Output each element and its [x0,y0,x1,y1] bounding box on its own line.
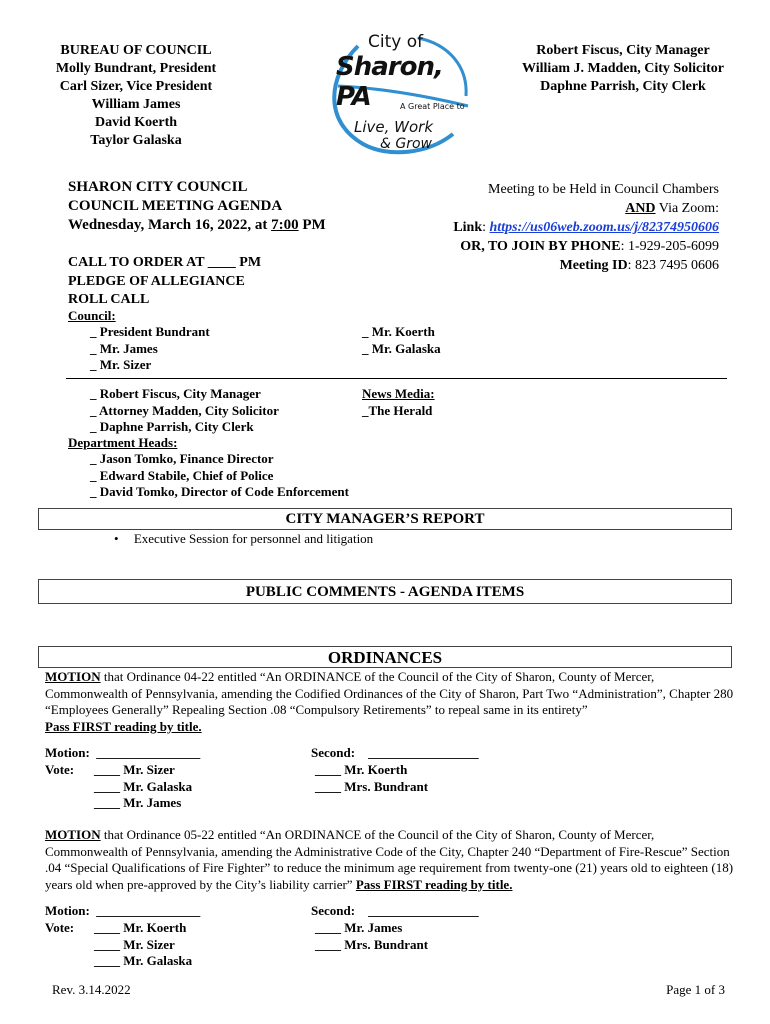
report-bullet-text: Executive Session for personnel and litigation [133,531,374,546]
motion-label: Motion: [45,903,90,918]
vote-item: ____ Mr. Koerth [315,762,408,777]
roll-item: _ Mr. Galaska [362,340,441,356]
motion-1-second: Second: _________________ [311,745,479,760]
dept-label: Department Heads: [68,435,178,450]
city-manager-report-heading: CITY MANAGER’S REPORT [38,508,732,530]
pass-reading: Pass FIRST reading by title. [45,718,202,734]
staff-list [90,386,279,436]
motion-label: MOTION [45,669,101,684]
news-item: _The Herald [362,402,433,418]
motion-text: that Ordinance 04-22 entitled “An ORDINANCE of the Council of the City of Sharon, County of Mercer, Commonwealth of Pennsylvania, amending the Codified Ordinances of the City of Sharon, Part Two “Administration”, Chapter 280 “Employees Generally” Repealing Section .08 “Compulsory Retirements” to repeal same in its entirety” [45,669,734,717]
divider [66,378,727,379]
motion-1-votes [94,762,192,812]
motion-2-votes-right [315,920,428,953]
roll-item: _ Attorney Madden, City Solicitor [90,402,279,418]
motion-1 [45,669,735,735]
motion-2 [45,827,735,893]
roll-item: _ Mr. Sizer [90,357,152,372]
meeting-id-line: Meeting ID: 823 7495 0606 [559,258,719,273]
roll-item: _ Mr. Koerth [362,324,435,339]
roll-item: _ Daphne Parrish, City Clerk [90,419,254,434]
dept-heads [90,451,349,501]
vote-label: Vote: [45,761,75,777]
vote-item: ____ Mr. Sizer [94,762,175,777]
city-officials [510,42,736,96]
agenda-title: COUNCIL MEETING AGENDA [68,198,283,214]
bullet-icon: • [114,531,119,546]
logo-slogan-1: Live, Work [354,118,434,136]
public-comments-heading: PUBLIC COMMENTS - AGENDA ITEMS [38,579,732,604]
official-clerk: Daphne Parrish, City Clerk [540,79,706,94]
motion-2-second: Second: _________________ [311,903,479,918]
meeting-date: Wednesday, March 16, 2022, at 7:00 PM [68,217,326,233]
vote-item: ____ Mr. Galaska [94,778,193,794]
roll-call: ROLL CALL [68,292,150,307]
motion-1-vote-left: Motion: ________________ Vote: [45,745,201,777]
bureau-of-council [40,42,232,150]
ordinances-heading: ORDINANCES [38,646,732,668]
meeting-info [379,180,719,275]
second-label: Second: [311,745,356,760]
bureau-title: BUREAU OF COUNCIL [60,43,212,58]
page-number: Page 1 of 3 [666,982,725,997]
city-logo [318,26,476,160]
roll-item: _ Robert Fiscus, City Manager [90,386,261,401]
zoom-link[interactable]: https://us06web.zoom.us/j/82374950606 [489,220,719,235]
roll-item: _ Jason Tomko, Finance Director [90,451,274,466]
council-label: Council: [68,308,116,323]
motion-label: MOTION [45,827,101,842]
vote-item: ____ Mrs. Bundrant [315,778,429,794]
vote-item: ____ Mr. Koerth [94,920,187,935]
bureau-member: William James [91,97,181,112]
news-media [362,386,435,419]
council-title: SHARON CITY COUNCIL [68,179,248,195]
vote-item: ____ Mr. Sizer [94,936,175,952]
roll-item: _ Mr. James [90,340,158,356]
motion-2-vote-left: Motion: ________________ Vote: [45,903,201,935]
vote-item: ____ Mr. Galaska [94,953,193,968]
vote-item: ____ Mrs. Bundrant [315,936,429,952]
logo-tagline: A Great Place to [400,102,465,111]
opening-items [68,254,261,310]
report-bullet [114,531,373,547]
logo-slogan-2: & Grow [380,136,432,152]
pledge: PLEDGE OF ALLEGIANCE [68,273,245,289]
bureau-member: Molly Bundrant, President [55,61,217,76]
roll-item: _ President Bundrant [90,324,210,339]
meeting-titles [68,178,326,235]
official-manager: Robert Fiscus, City Manager [536,43,710,58]
bureau-member: Carl Sizer, Vice President [59,79,213,94]
council-left [90,324,210,374]
news-label: News Media: [362,386,435,401]
pass-reading: Pass FIRST reading by title. [355,876,513,892]
bureau-member: David Koerth [94,115,178,130]
call-to-order: CALL TO ORDER AT ____ PM [68,255,262,270]
revision-date: Rev. 3.14.2022 [52,982,131,997]
vote-item: ____ Mr. James [315,920,403,935]
bureau-member: Taylor Galaska [90,133,182,148]
motion-1-votes-right [315,762,428,795]
meeting-location: Meeting to be Held in Council Chambers [488,182,719,197]
phone-line: OR, TO JOIN BY PHONE: 1-929-205-6099 [460,239,719,254]
roll-item: _ Edward Stabile, Chief of Police [90,467,274,483]
vote-item: ____ Mr. James [94,795,182,810]
zoom-link-line: Link: https://us06web.zoom.us/j/82374950606 [453,220,719,235]
motion-2-votes [94,920,192,970]
logo-city-of: City of [368,32,424,52]
logo-sharon-pa: Sharon, PA [336,52,443,112]
zoom-line: AND Via Zoom: [625,201,719,216]
motion-label: Motion: [45,745,90,760]
second-label: Second: [311,903,356,918]
roll-item: _ David Tomko, Director of Code Enforcement [90,484,349,499]
official-solicitor: William J. Madden, City Solicitor [522,61,724,76]
vote-label: Vote: [45,919,75,935]
council-right [362,324,441,357]
motion-text: that Ordinance 05-22 entitled “An ORDINANCE of the Council of the City of Sharon, County of Mercer, Commonwealth of Pennsylvania, amending the Administrative Code of the City, Chapter 240 “Department of Fire-Rescue” Section .04 “Special Qualifications of Fire Fighter” to reduce the minimum age requirement from twenty-one (21) years old to eighteen (18) years old when pre-approved by the City’s liability carrier” [45,827,734,892]
